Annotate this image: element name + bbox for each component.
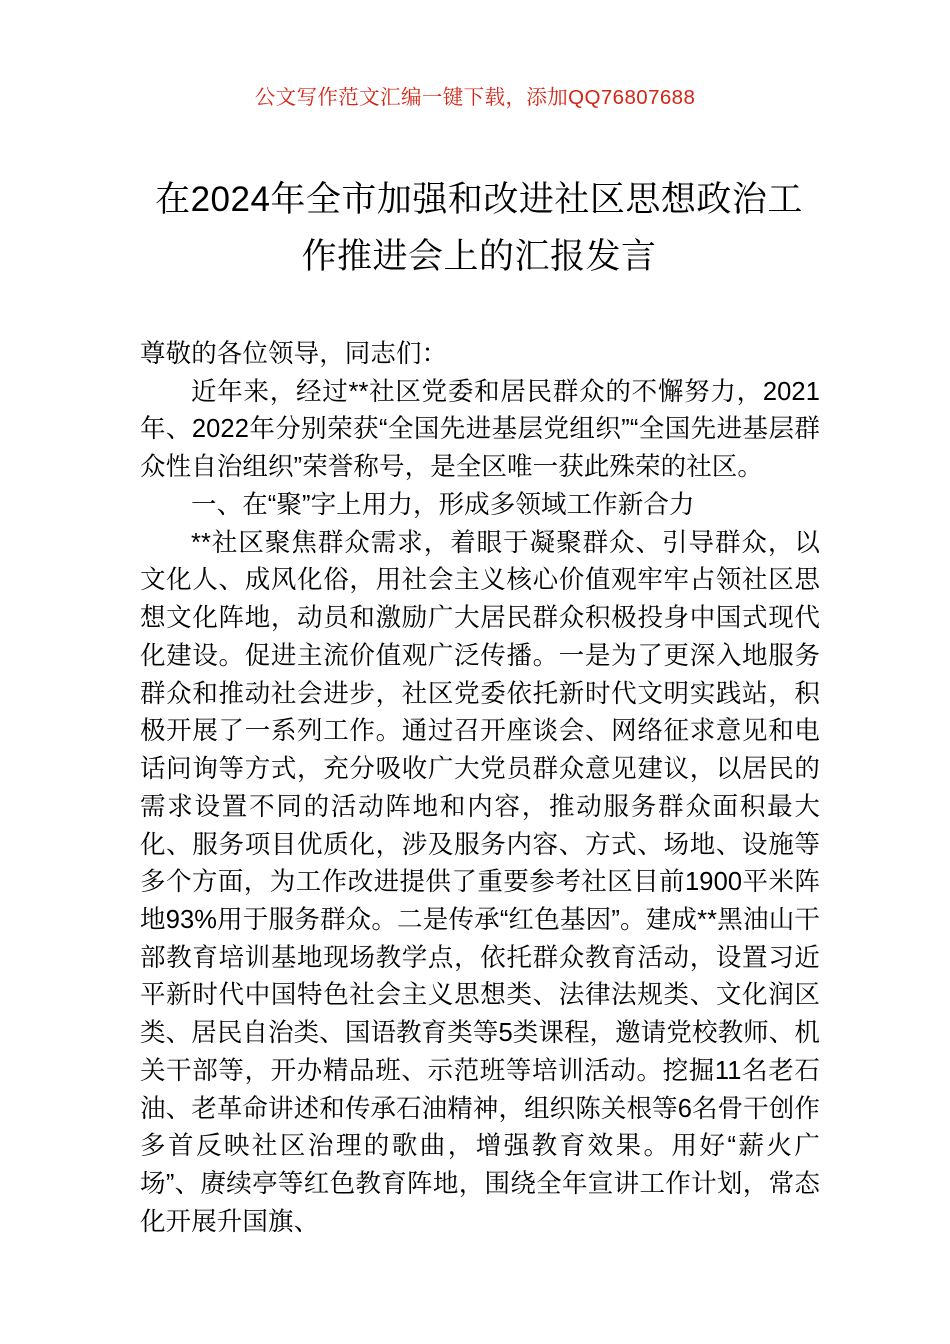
paragraph-intro: 近年来，经过**社区党委和居民群众的不懈努力，2021年、2022年分别荣获“全国先进基层党组织”“全国先进基层群众性自治组织”荣誉称号，是全区唯一获此殊荣的社区。	[140, 377, 820, 482]
salutation-line: 尊敬的各位领导，同志们：	[140, 340, 448, 368]
watermark-text: 公文写作范文汇编一键下载，添加QQ76807688	[254, 86, 696, 109]
document-title: 在2024年全市加强和改进社区思想政治工作推进会上的汇报发言	[155, 180, 803, 276]
document-body	[140, 336, 820, 1242]
paragraph-section-one-body: **社区聚焦群众需求，着眼于凝聚群众、引导群众，以文化人、成风化俗，用社会主义核心价值观牢牢占领社区思想文化阵地，动员和激励广大居民群众积极投身中国式现代化建设。促进主流价值观广泛传播。一是为了更深入地服务群众和推动社会进步，社区党委依托新时代文明实践站，积极开展了一系列工作。通过召开座谈会、网络征求意见和电话问询等方式，充分吸收广大党员群众意见建议，以居民的需求设置不同的活动阵地和内容，推动服务群众面积最大化、服务项目优质化，涉及服务内容、方式、场地、设施等多个方面，为工作改进提供了重要参考社区目前1900平米阵地93%用于服务群众。二是传承“红色基因”。建成**黑油山干部教育培训基地现场教学点，依托群众教育活动，设置习近平新时代中国特色社会主义思想类、法律法规类、文化润区类、居民自治类、国语教育类等5类课程，邀请党校教师、机关干部等，开办精品班、示范班等培训活动。挖掘11名老石油、老革命讲述和传承石油精神，组织陈关根等6名骨干创作多首反映社区治理的歌曲，增强教育效果。用好“薪火广场”、赓续亭等红色教育阵地，围绕全年宣讲工作计划，常态化开展升国旗、	[140, 528, 820, 1236]
section-heading-one: 一、在“聚”字上用力，形成多领域工作新合力	[191, 490, 695, 519]
